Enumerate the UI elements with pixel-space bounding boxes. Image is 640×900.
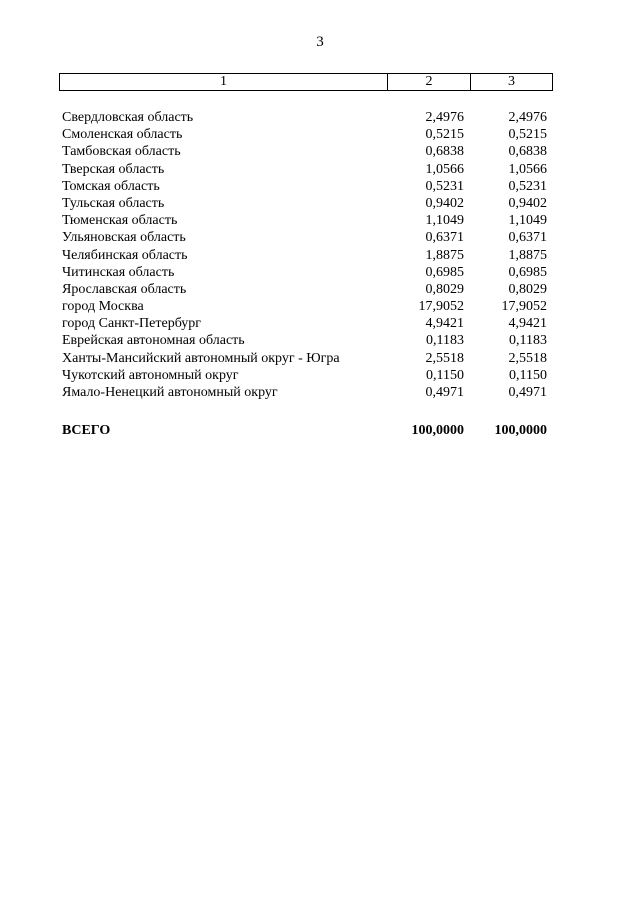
region-name: Читинская область: [62, 264, 175, 280]
region-name: Чукотский автономный округ: [62, 367, 239, 383]
value-col-3: 0,4971: [508, 385, 547, 400]
value-col-2: 0,8029: [425, 281, 464, 297]
value-col-3: 0,8029: [508, 281, 547, 297]
value-col-3: 1,0566: [508, 161, 547, 177]
region-name: Тюменская область: [62, 213, 178, 229]
table-row: [0, 126, 640, 143]
total-row: [0, 422, 640, 440]
value-col-3: 0,5215: [508, 127, 547, 143]
table-row: [0, 315, 640, 332]
region-name: Ханты-Мансийский автономный округ - Югра: [62, 350, 340, 366]
value-col-2: 0,1183: [426, 333, 464, 349]
total-value-col-2: 100,0000: [411, 423, 464, 438]
table-row: [0, 178, 640, 195]
table-row: [0, 264, 640, 281]
header-col-2: 2: [388, 74, 471, 90]
table-row: [0, 247, 640, 264]
page-number: 3: [316, 34, 324, 50]
table-row: [0, 143, 640, 160]
value-col-3: 0,1150: [509, 367, 547, 383]
region-name: Ярославская область: [62, 281, 187, 297]
table-row: [0, 332, 640, 349]
value-col-3: 2,4976: [508, 110, 547, 125]
table-row: [0, 195, 640, 212]
value-col-2: 0,4971: [425, 385, 464, 400]
header-col-1: 1: [60, 74, 388, 90]
region-name: Свердловская область: [62, 110, 194, 125]
value-col-2: 0,9402: [425, 195, 464, 211]
value-col-2: 1,0566: [425, 161, 464, 177]
region-name: Тульская область: [62, 195, 165, 211]
value-col-3: 0,6838: [508, 144, 547, 160]
total-label: ВСЕГО: [62, 423, 111, 438]
region-name: город Санкт-Петербург: [62, 316, 202, 332]
value-col-2: 2,4976: [425, 110, 464, 125]
region-name: Смоленская область: [62, 127, 183, 143]
table-row: [0, 367, 640, 384]
value-col-2: 0,1150: [426, 367, 464, 383]
value-col-3: 0,5231: [508, 178, 547, 194]
region-name: Томская область: [62, 178, 160, 194]
value-col-2: 0,5231: [425, 178, 464, 194]
value-col-3: 17,9052: [501, 299, 547, 315]
table-header: [59, 73, 553, 91]
table-row: [0, 298, 640, 315]
region-name: Тверская область: [62, 161, 165, 177]
value-col-3: 0,6985: [508, 264, 547, 280]
value-col-3: 4,9421: [508, 316, 547, 332]
value-col-2: 0,5215: [425, 127, 464, 143]
table-body: [0, 109, 640, 401]
value-col-3: 2,5518: [508, 350, 547, 366]
region-name: Ямало-Ненецкий автономный округ: [62, 385, 278, 400]
value-col-2: 1,1049: [425, 213, 464, 229]
value-col-3: 1,8875: [508, 247, 547, 263]
table-row: [0, 229, 640, 246]
table-row: [0, 161, 640, 178]
region-name: город Москва: [62, 299, 144, 315]
value-col-2: 4,9421: [425, 316, 464, 332]
region-name: Тамбовская область: [62, 144, 181, 160]
value-col-3: 0,9402: [508, 195, 547, 211]
table-row: [0, 212, 640, 229]
value-col-2: 2,5518: [425, 350, 464, 366]
total-value-col-3: 100,0000: [494, 423, 547, 438]
value-col-2: 0,6838: [425, 144, 464, 160]
value-col-3: 0,6371: [508, 230, 547, 246]
table-row: [0, 384, 640, 401]
table-row: [0, 109, 640, 126]
region-name: Челябинская область: [62, 247, 188, 263]
value-col-2: 17,9052: [418, 299, 464, 315]
region-name: Еврейская автономная область: [62, 333, 245, 349]
region-name: Ульяновская область: [62, 230, 186, 246]
value-col-3: 0,1183: [509, 333, 547, 349]
value-col-2: 1,8875: [425, 247, 464, 263]
table-row: [0, 350, 640, 367]
value-col-2: 0,6985: [425, 264, 464, 280]
table-row: [0, 281, 640, 298]
header-col-3: 3: [508, 74, 515, 89]
value-col-2: 0,6371: [425, 230, 464, 246]
value-col-3: 1,1049: [508, 213, 547, 229]
